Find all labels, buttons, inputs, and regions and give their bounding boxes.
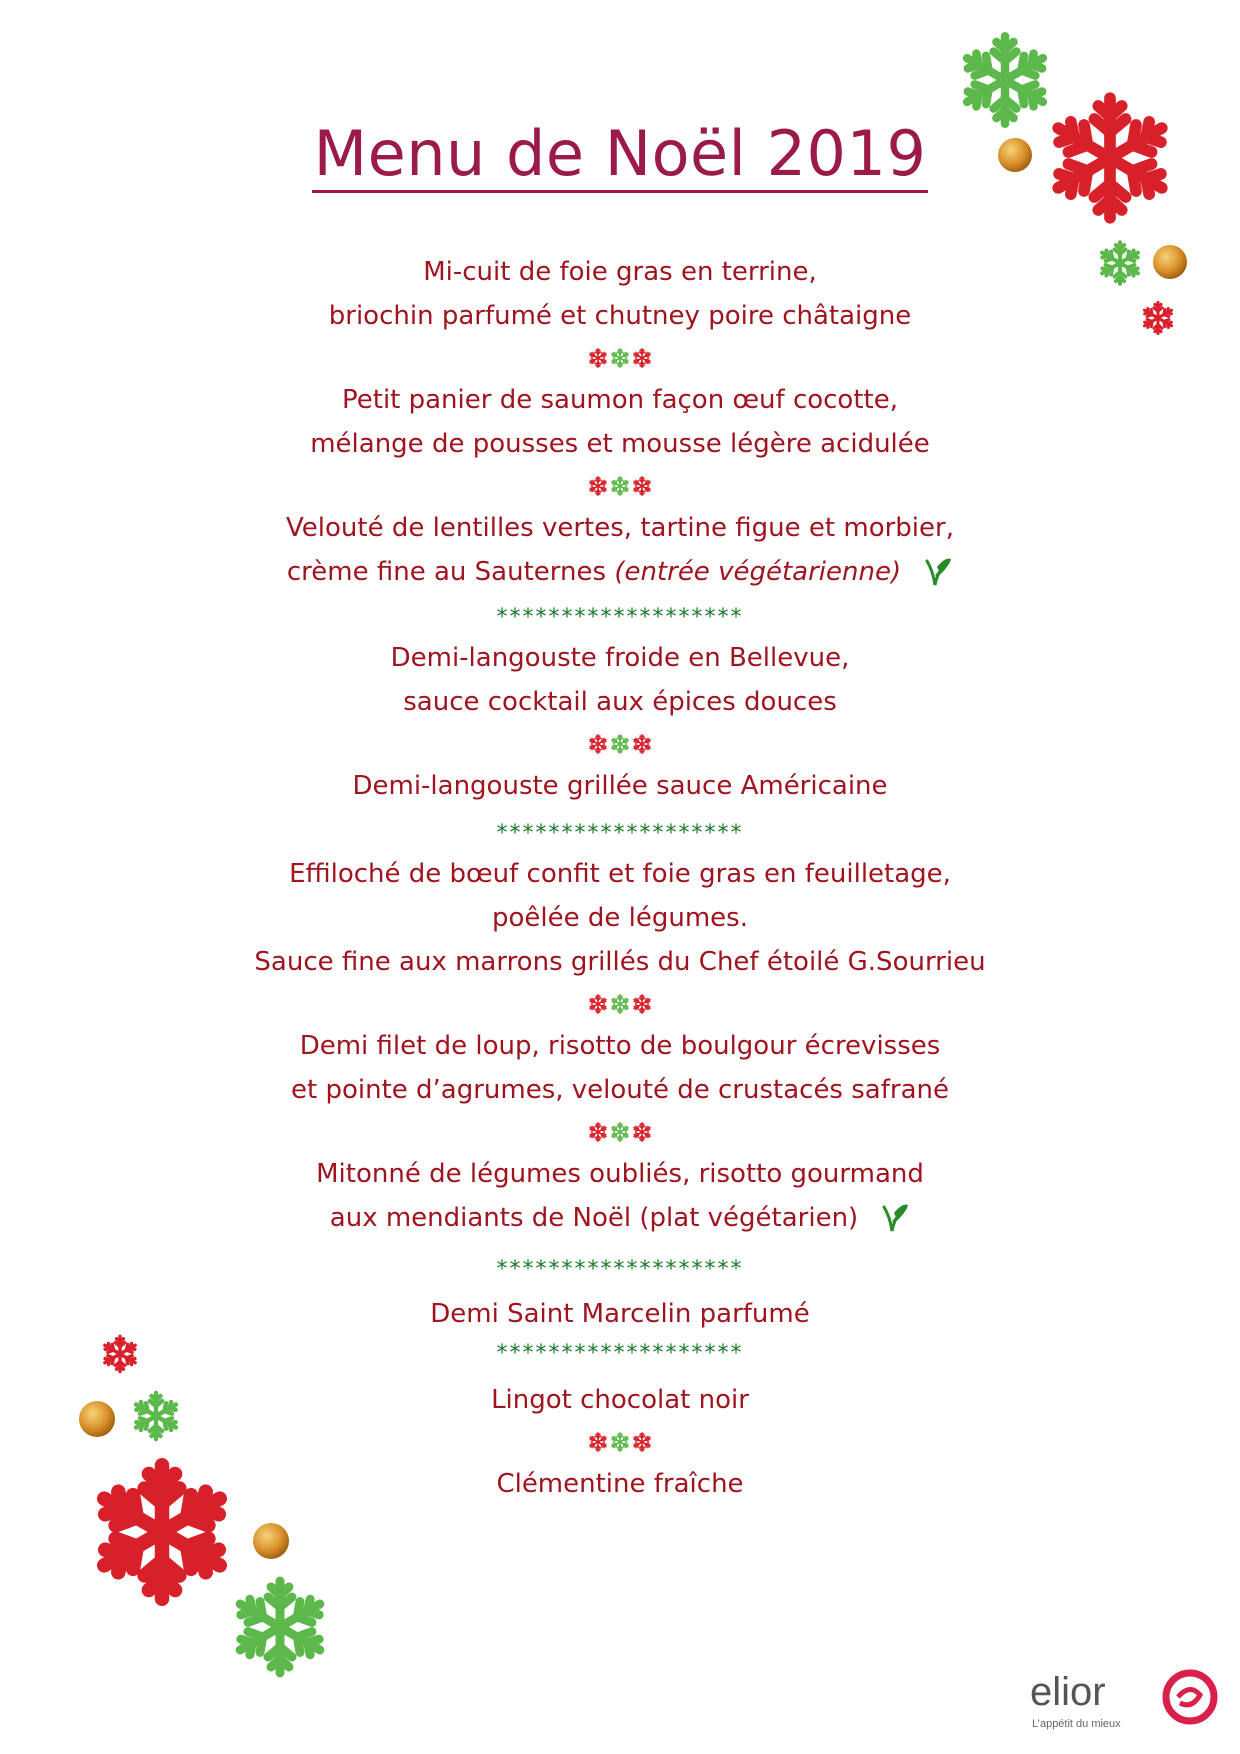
svg-text:elior: elior [1030,1670,1106,1714]
menu-line: Lingot chocolat noir [491,1385,749,1415]
course-separator: ******************* [496,1341,744,1366]
menu-line: Demi-langouste grillée sauce Américaine [352,771,888,801]
bauble-gold-icon [250,1520,292,1562]
snowflake-separator-icon [0,724,1240,764]
menu-line: Sauce fine aux marrons grillés du Chef étoilé G.Sourrieu [254,947,986,977]
course-separator: ******************* [496,605,744,630]
menu-text: aux mendiants de Noël (plat végétarien) [329,1203,859,1233]
menu-line: Petit panier de saumon façon œuf cocotte, [342,385,898,415]
menu-line: Demi filet de loup, risotto de boulgour écrevisses [299,1031,941,1061]
title-text: Menu de Noël 2019 [312,118,929,193]
menu-line: briochin parfumé et chutney poire châtaigne [328,301,912,331]
menu-line: poêlée de légumes. [492,903,748,933]
menu-line: Mi-cuit de foie gras en terrine, [423,257,817,287]
snowflake-separator-icon [0,1112,1240,1152]
vegetarian-note: (entrée végétarienne) [614,557,902,587]
menu-text: crème fine au Sauternes [286,557,615,587]
menu-line: Mitonné de légumes oubliés, risotto gourmand [316,1159,924,1189]
snowflake-separator-icon [0,984,1240,1024]
snowflake-separator-icon [0,1422,1240,1462]
svg-text:L’appétit du mieux: L’appétit du mieux [1032,1718,1121,1730]
course-separator: ******************* [496,821,744,846]
vegetarian-leaf-icon [880,1203,910,1235]
snowflake-separator-icon [0,466,1240,506]
vegetarian-leaf-icon [923,557,953,589]
menu-line: Clémentine fraîche [496,1469,744,1499]
menu-line: Velouté de lentilles vertes, tartine figue et morbier, [286,513,954,543]
menu-line: sauce cocktail aux épices douces [403,687,837,717]
menu-line: Effiloché de bœuf confit et foie gras en feuilletage, [289,859,951,889]
menu-line: et pointe d’agrumes, velouté de crustacés safrané [291,1075,949,1105]
menu-line: Demi Saint Marcelin parfumé [430,1299,810,1329]
menu-line: mélange de pousses et mousse légère acidulée [310,429,930,459]
snowflake-green-large-icon [225,1572,335,1682]
menu-line-vegetarian [0,550,1240,594]
course-separator: ******************* [496,1257,744,1282]
snowflake-separator-icon [0,338,1240,378]
menu-line-vegetarian [0,1196,1240,1240]
menu-line: Demi-langouste froide en Bellevue, [390,643,850,673]
page-title [0,118,1240,193]
elior-logo-graphic [1030,1665,1220,1735]
elior-logo [1030,1665,1220,1735]
menu-body [0,250,1240,1506]
